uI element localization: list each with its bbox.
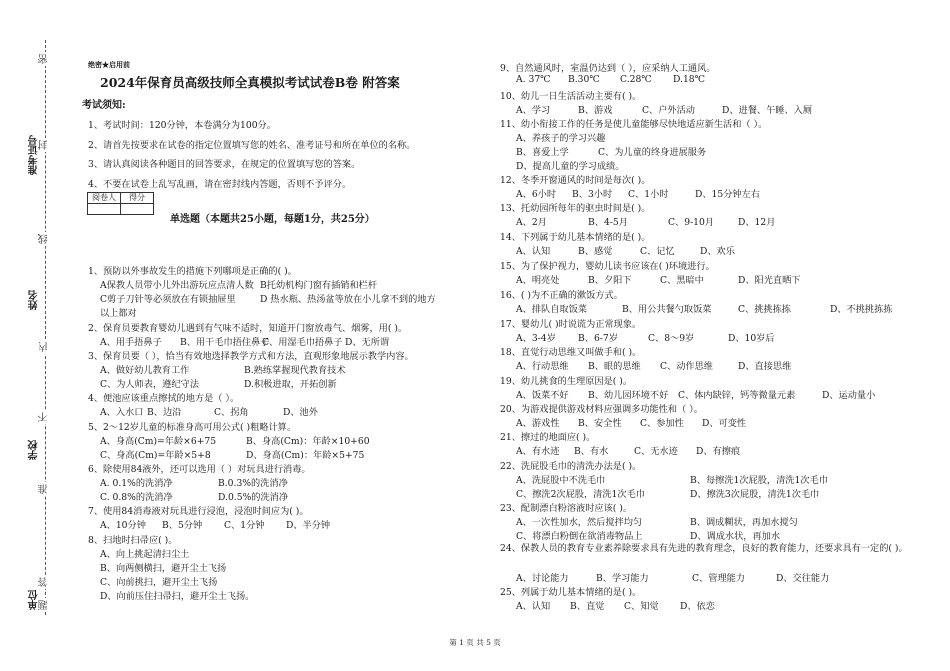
- answer-option[interactable]: D、有擦痕: [696, 446, 741, 457]
- answer-option[interactable]: B、幼儿园环境不好: [588, 390, 669, 401]
- score-box-grader: 阅卷人: [88, 193, 121, 204]
- answer-option[interactable]: B、每擦洗1次屁股，清洗1次毛巾: [690, 475, 828, 486]
- seal-char: 线: [39, 234, 50, 244]
- question-stem: 20、为游戏提供游戏材料应强调多功能性和（ ）。: [500, 404, 703, 415]
- answer-option[interactable]: C、无水迹: [634, 446, 678, 457]
- answer-option[interactable]: A、身高(Cm)=年龄×6+75: [100, 436, 217, 447]
- question-stem: 14、下列属于幼儿基本情绪的是( )。: [500, 232, 651, 243]
- question-stem: 15、为了保护视力，婴幼儿读书应该在( )环境进行。: [500, 261, 715, 272]
- answer-option[interactable]: B、5分钟: [162, 520, 203, 531]
- answer-option[interactable]: C、黑暗中: [660, 275, 704, 286]
- question-stem: 1、预防以外事故发生的措施下列哪项是正确的( )。: [88, 266, 297, 277]
- answer-option[interactable]: D 热水瓶、热汤盆等放在小儿拿不到的地方: [260, 294, 436, 305]
- answer-option[interactable]: D、直接思维: [738, 361, 792, 372]
- answer-option[interactable]: A、向上挑起清扫尘土: [100, 549, 190, 560]
- notice-item: 2、请首先按要求在试卷的指定位置填写您的姓名、准考证号和所在单位的名称。: [88, 140, 416, 151]
- question-stem: 12、冬季开窗通风的时间是每次( )。: [500, 175, 651, 186]
- answer-option[interactable]: B、向两侧横扫，避开尘土飞扬: [100, 563, 227, 574]
- answer-option[interactable]: C、知觉: [624, 601, 659, 612]
- answer-option[interactable]: C、用湿毛巾捂鼻子: [262, 337, 343, 348]
- answer-option[interactable]: B、调成糊状，再加水搅匀: [690, 517, 798, 528]
- seal-char: 内: [39, 342, 50, 352]
- answer-option[interactable]: B、4-5月: [588, 217, 628, 228]
- answer-option[interactable]: C、挑挑拣拣: [738, 304, 791, 315]
- answer-option[interactable]: C、8～9岁: [648, 333, 695, 344]
- answer-option[interactable]: D、调成水状，再加水: [690, 531, 781, 542]
- question-stem: 16、( )为不正确的漱饭方式。: [500, 290, 623, 301]
- answer-option[interactable]: C、拐角: [214, 407, 249, 418]
- answer-option[interactable]: C、户外活动: [642, 105, 695, 116]
- score-box-score: 得分: [121, 193, 154, 204]
- answer-option[interactable]: A、2月: [516, 217, 547, 228]
- answer-option[interactable]: B、边沿: [147, 407, 182, 418]
- answer-option[interactable]: C剪子刀针等必须放在有锁抽屉里: [100, 294, 236, 305]
- answer-option[interactable]: D、身高(Cm)：年龄×5+75: [246, 450, 365, 461]
- answer-option[interactable]: A、游戏性: [516, 418, 560, 429]
- answer-option[interactable]: D、15分钟左右: [695, 189, 760, 200]
- answer-option[interactable]: A、学习: [516, 105, 551, 116]
- question-stem: 19、幼儿挑食的生理原因是( )。: [500, 376, 633, 387]
- answer-option[interactable]: D、池外: [283, 407, 318, 418]
- question-stem: 5、2～12岁儿童的标准身高可用公式( )粗略计算。: [88, 422, 297, 433]
- answer-option[interactable]: A、用手捂鼻子: [100, 337, 162, 348]
- score-box-cell[interactable]: [88, 204, 121, 215]
- answer-option[interactable]: C. 0.8%的洗消净: [100, 492, 173, 503]
- answer-option[interactable]: A、认知: [516, 246, 551, 257]
- notice-item: 3、请认真阅读各种题目的回答要求，在规定的位置填写您的答案。: [88, 159, 361, 170]
- answer-option[interactable]: D、运动量小: [822, 390, 876, 401]
- answer-option[interactable]: D、可变性: [702, 418, 747, 429]
- answer-option[interactable]: B、6-7岁: [578, 333, 618, 344]
- answer-option[interactable]: A、明亮处: [516, 275, 560, 286]
- answer-option[interactable]: A、10分钟: [100, 520, 146, 531]
- seal-char: 封: [39, 140, 50, 150]
- answer-option[interactable]: C、体内缺锌，钙等微量元素: [678, 390, 796, 401]
- answer-option[interactable]: C、9-10月: [668, 217, 715, 228]
- question-stem: 23、配制漂白粉溶液时应该( )。: [500, 503, 633, 514]
- question-stem: 2、保育员要教育婴幼儿遇到有气味不适时，知道开门窗放毒气、烟雾，用( )。: [88, 323, 408, 334]
- exam-title: 2024年保育员高级技师全真模拟考试试卷B卷 附答案: [100, 75, 400, 90]
- answer-option[interactable]: B、有水: [574, 446, 609, 457]
- answer-option[interactable]: B、安全性: [578, 418, 622, 429]
- answer-option[interactable]: C、擦洗2次屁股，清洗1次毛巾: [516, 489, 645, 500]
- answer-option[interactable]: D、提高儿童的学习成绩。: [516, 161, 625, 172]
- label-exam-number: 准考证号: [29, 135, 40, 175]
- question-stem: 24、保教人员的教育专业素养除要求具有先进的教育理念，良好的教育能力，还要求具有一定的( )。: [500, 543, 908, 554]
- answer-option[interactable]: D、擦洗3次屁股，清洗1次毛巾: [690, 489, 820, 500]
- question-stem: 10、幼儿一日生活活动主要有( )。: [500, 91, 642, 102]
- answer-option[interactable]: C、向前挑扫，避开尘土飞扬: [100, 577, 218, 588]
- seal-char: 准: [39, 484, 50, 494]
- answer-option[interactable]: B、眼的思维: [588, 361, 641, 372]
- question-stem: 4、便池应该重点擦拭的地方是（ ）。: [88, 393, 240, 404]
- answer-option[interactable]: B、用公共餐勺取饭菜: [622, 304, 712, 315]
- question-stem: 6、除使用84液外，还可以选用（ ）对玩具进行消毒。: [88, 464, 311, 475]
- score-box: [87, 192, 154, 215]
- answer-option[interactable]: 以上都对: [100, 308, 137, 319]
- answer-option[interactable]: B、游戏: [578, 105, 613, 116]
- binding-strip: [0, 0, 70, 671]
- answer-option[interactable]: C、参加性: [640, 418, 684, 429]
- answer-option[interactable]: C、记忆: [640, 246, 675, 257]
- question-stem: 13、托幼园所每年的驱虫时间是( )。: [500, 203, 651, 214]
- question-stem: 22、洗屁股毛巾的清洗办法是( )。: [500, 461, 642, 472]
- seal-char: 不: [39, 412, 50, 422]
- answer-option[interactable]: A、一次性加水，然后搅拌均匀: [516, 517, 643, 528]
- answer-option[interactable]: D、10岁后: [728, 333, 775, 344]
- answer-option[interactable]: D、阳光直晒下: [738, 275, 801, 286]
- question-stem: 18、直觉行动思维又叫做手和( )。: [500, 347, 642, 358]
- answer-option[interactable]: B、夕阳下: [588, 275, 632, 286]
- answer-option[interactable]: D、依恋: [680, 601, 715, 612]
- label-school: 学校: [29, 440, 40, 460]
- answer-option[interactable]: C、为儿童的终身进展服务: [598, 147, 707, 158]
- question-stem: 3、保育员要（ ），恰当有效地选择教学方式和方法，直观形象地展示教学内容。: [88, 351, 414, 362]
- answer-option[interactable]: C、为人师表，遵纪守法: [100, 379, 199, 390]
- answer-option[interactable]: B托幼机构门窗有插销和栏杆: [260, 280, 378, 291]
- answer-option[interactable]: D、12月: [738, 217, 776, 228]
- answer-option[interactable]: B、喜爱上学: [516, 147, 569, 158]
- answer-option[interactable]: B.0.3%的洗消净: [218, 478, 288, 489]
- question-stem: 21、擦过的地面应( )。: [500, 432, 596, 443]
- answer-option[interactable]: D、交往能力: [776, 573, 830, 584]
- answer-option[interactable]: A、6小时: [516, 189, 557, 200]
- confidential-mark: 绝密★启用前: [88, 60, 130, 69]
- answer-option[interactable]: B、用干毛巾捂住鼻子: [180, 337, 270, 348]
- answer-option[interactable]: A、讨论能力: [516, 573, 569, 584]
- answer-option[interactable]: C、将漂白粉倒在欲消毒物品上: [516, 531, 643, 542]
- score-box-cell[interactable]: [121, 204, 154, 215]
- answer-option[interactable]: C、身高(Cm)=年龄×5+8: [100, 450, 211, 461]
- answer-option[interactable]: B、感觉: [578, 246, 613, 257]
- label-unit: 单位: [29, 590, 40, 610]
- answer-option[interactable]: A、有水迹: [516, 446, 560, 457]
- answer-option[interactable]: D、欢乐: [700, 246, 735, 257]
- answer-option[interactable]: C、1分钟: [224, 520, 265, 531]
- answer-option[interactable]: A、饭菜不好: [516, 390, 569, 401]
- page-footer: 第 1 页 共 5 页: [449, 638, 501, 647]
- seal-char: 密: [39, 54, 50, 64]
- answer-option[interactable]: A、行动思维: [516, 361, 569, 372]
- answer-option[interactable]: A、养孩子的学习兴趣: [516, 133, 606, 144]
- label-name: 姓名: [29, 290, 40, 310]
- notice-item: 1、考试时间：120分钟，本卷满分为100分。: [88, 120, 276, 131]
- question-stem: 7、使用84消毒液对玩具进行浸泡，浸泡时间应为( )。: [88, 506, 309, 517]
- answer-option[interactable]: B.30℃: [568, 74, 600, 85]
- section-heading: 单选题（本题共25小题，每题1分，共25分）: [170, 214, 375, 225]
- answer-option[interactable]: B、直觉: [570, 601, 605, 612]
- question-stem: 17、婴幼儿( )时说谎为正常现象。: [500, 319, 642, 330]
- answer-option[interactable]: A、认知: [516, 601, 551, 612]
- answer-option[interactable]: A、入水口: [100, 407, 144, 418]
- answer-option[interactable]: B.熟练掌握现代教育技术: [244, 365, 346, 376]
- seal-line: [45, 40, 46, 615]
- seal-char: 答: [39, 577, 50, 587]
- answer-option[interactable]: D、无所谓: [345, 337, 390, 348]
- answer-option[interactable]: A、洗屁股中不洗毛巾: [516, 475, 606, 486]
- question-stem: 9、自然通风时，室温仍达到（ ），应采纳人工通风。: [500, 63, 716, 74]
- answer-option[interactable]: D.18℃: [673, 74, 705, 85]
- answer-option[interactable]: C、1小时: [628, 189, 669, 200]
- answer-option[interactable]: A. 0.1%的洗消净: [100, 478, 173, 489]
- answer-option[interactable]: D、进餐、午睡、入厕: [722, 105, 813, 116]
- answer-option[interactable]: A保教人员带小儿外出游玩应点清人数: [100, 280, 254, 291]
- answer-option[interactable]: C.28℃: [620, 74, 652, 85]
- answer-option[interactable]: B、身高(Cm)：年龄×10+60: [246, 436, 370, 447]
- answer-option[interactable]: D.0.5%的洗消净: [218, 492, 289, 503]
- question-stem: 8、扫地时扫帚应( )。: [88, 535, 178, 546]
- question-stem: 25、列属于幼儿基本情绪的是( )。: [500, 587, 642, 598]
- answer-option[interactable]: D、不挑挑拣拣: [830, 304, 893, 315]
- answer-option[interactable]: A. 37℃: [516, 74, 551, 85]
- notice-heading: 考试须知:: [82, 100, 126, 111]
- answer-option[interactable]: D、向前压住扫帚扫，避开尘土飞扬。: [100, 591, 255, 602]
- answer-option[interactable]: C、动作思维: [660, 361, 713, 372]
- answer-option[interactable]: B、3小时: [572, 189, 613, 200]
- question-stem: 11、幼小衔接工作的任务是使儿童能够尽快地适应新生活和（ ）。: [500, 119, 768, 130]
- answer-option[interactable]: C、管理能力: [692, 573, 745, 584]
- answer-option[interactable]: D.积极进取，开拓创新: [244, 379, 337, 390]
- answer-option[interactable]: A、排队自取饭菜: [516, 304, 587, 315]
- answer-option[interactable]: B、学习能力: [596, 573, 649, 584]
- notice-item: 4、不要在试卷上乱写乱画，请在密封线内答题，否则不予评分。: [88, 179, 352, 190]
- seal-char: 题: [39, 600, 50, 610]
- answer-option[interactable]: A、3-4岁: [516, 333, 556, 344]
- answer-option[interactable]: D、半分钟: [286, 520, 331, 531]
- answer-option[interactable]: A、做好幼儿教育工作: [100, 365, 190, 376]
